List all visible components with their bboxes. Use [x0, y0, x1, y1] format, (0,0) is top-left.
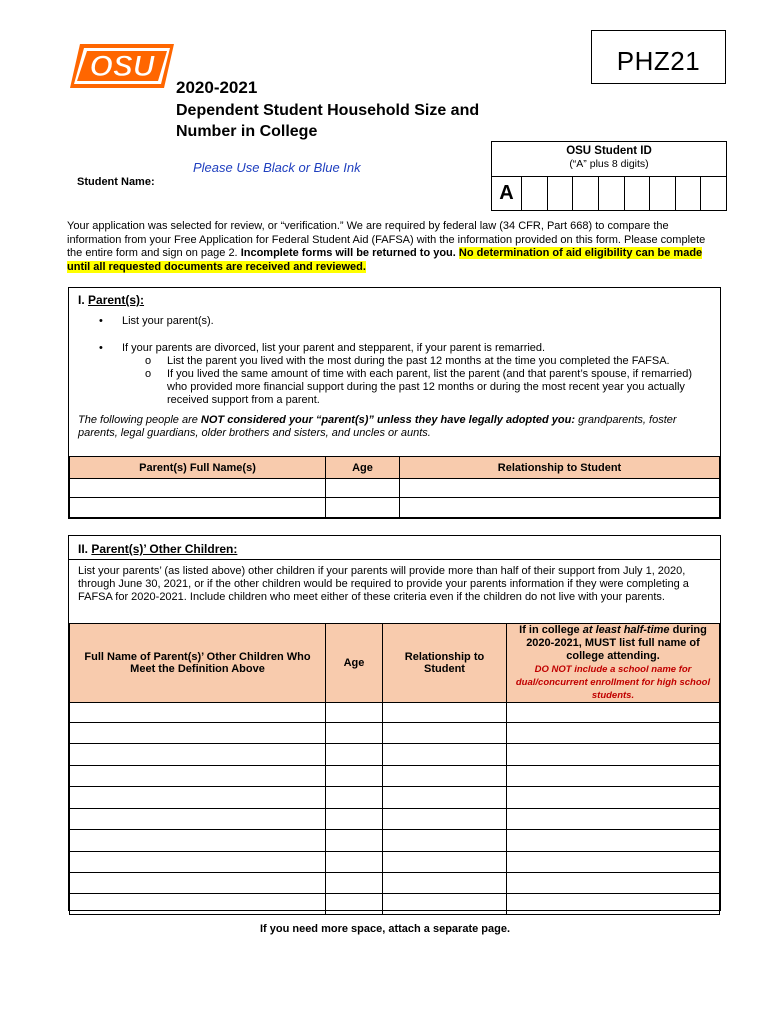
age-cell[interactable]: [326, 894, 383, 915]
child-name-cell[interactable]: [70, 723, 326, 744]
osu-logo-graphic: [66, 38, 178, 94]
age-cell[interactable]: [326, 723, 383, 744]
student-id-digit[interactable]: [522, 177, 548, 210]
child-name-cell[interactable]: [70, 787, 326, 809]
bullet-icon: •: [99, 342, 103, 354]
ink-instruction: Please Use Black or Blue Ink: [193, 160, 361, 175]
relationship-cell[interactable]: [383, 787, 507, 809]
other-children-table: [69, 623, 720, 915]
intro-text: Your application was selected for review, or “verification.” We are required by federal law (34 CFR, Part 668) to compare the information from your Free Application for Federal Student Aid (FAFSA) with the information provided on this form. Please complete the entire form and sign on page 2.: [67, 220, 706, 259]
table-row: [70, 787, 720, 809]
child-name-cell[interactable]: [70, 830, 326, 852]
form-code-box: PHZ21: [591, 30, 726, 84]
col-header-college: [507, 624, 720, 703]
bullet-icon: •: [99, 315, 103, 327]
note-text: The following people are: [78, 414, 198, 426]
college-cell[interactable]: [507, 809, 720, 830]
section-parents: [68, 287, 721, 519]
col-header-name: Parent(s) Full Name(s): [70, 457, 326, 479]
relationship-cell[interactable]: [400, 479, 720, 498]
student-id-digit[interactable]: [599, 177, 625, 210]
student-name-label: Student Name:: [77, 176, 155, 188]
college-cell[interactable]: [507, 787, 720, 809]
section-other-children-heading: [69, 536, 720, 560]
parent-definition-note: [78, 414, 713, 440]
name-cell[interactable]: [70, 479, 326, 498]
table-row: [70, 852, 720, 873]
college-cell[interactable]: [507, 830, 720, 852]
age-cell[interactable]: [326, 479, 400, 498]
child-name-cell[interactable]: [70, 766, 326, 787]
bullet-item: If your parents are divorced, list your parent and stepparent, if your parent is remarried.: [122, 342, 546, 354]
relationship-cell[interactable]: [383, 766, 507, 787]
age-cell[interactable]: [326, 787, 383, 809]
child-name-cell[interactable]: [70, 852, 326, 873]
col-header-relationship: Relationship to Student: [383, 624, 507, 703]
name-cell[interactable]: [70, 498, 326, 518]
child-name-cell[interactable]: [70, 809, 326, 830]
student-id-hint: (“A” plus 8 digits): [569, 158, 649, 170]
parents-table: [69, 456, 720, 518]
note-text: grandparents, foster parents, legal guardians, older brothers and sisters, and uncles or aunts.: [78, 414, 677, 439]
student-id-digit[interactable]: [625, 177, 651, 210]
age-cell[interactable]: [326, 744, 383, 766]
section-parents-heading: [69, 288, 720, 307]
relationship-cell[interactable]: [400, 498, 720, 518]
college-header-emphasis: at least half-time: [582, 624, 670, 636]
age-cell[interactable]: [326, 498, 400, 518]
sub-bullet-icon: o: [145, 355, 152, 367]
college-cell[interactable]: [507, 852, 720, 873]
col-header-age: Age: [326, 624, 383, 703]
student-id-header: [491, 141, 727, 177]
section-other-children: [68, 535, 721, 911]
child-name-cell[interactable]: [70, 703, 326, 723]
sub-bullet-text: If you lived the same amount of time with each parent, list the parent (and that parent’s spouse, if remarried) who provided more financial support during the past 12 months or during the most recent year you actually received support from a parent.: [167, 368, 693, 406]
table-row: [70, 766, 720, 787]
relationship-cell[interactable]: [383, 744, 507, 766]
col-header-age: Age: [326, 457, 400, 479]
age-cell[interactable]: [326, 852, 383, 873]
child-name-cell[interactable]: [70, 894, 326, 915]
relationship-cell[interactable]: [383, 703, 507, 723]
table-row: [70, 830, 720, 852]
section-title: Parent(s):: [88, 293, 145, 307]
relationship-cell[interactable]: [383, 830, 507, 852]
college-cell[interactable]: [507, 744, 720, 766]
student-id-digit[interactable]: [701, 177, 726, 210]
col-header-child-name: Full Name of Parent(s)’ Other Children Who Meet the Definition Above: [70, 624, 326, 703]
college-cell[interactable]: [507, 873, 720, 894]
sub-bullet-icon: o: [145, 368, 152, 380]
osu-logo-text: OSU: [89, 50, 155, 83]
intro-highlight: No determination of aid eligibility can be made until all requested documents are received and reviewed.: [67, 247, 703, 273]
college-cell[interactable]: [507, 894, 720, 915]
table-row: [70, 809, 720, 830]
intro-bold: Incomplete forms will be returned to you.: [240, 247, 456, 259]
sub-bullet-text: List the parent you lived with the most during the past 12 months at the time you completed the FAFSA.: [167, 355, 670, 367]
table-row: [70, 723, 720, 744]
age-cell[interactable]: [326, 873, 383, 894]
relationship-cell[interactable]: [383, 723, 507, 744]
form-title-line1: Dependent Student Household Size and: [176, 102, 480, 119]
other-children-instructions: List your parents’ (as listed above) other children if your parents will provide more than half of their support from July 1, 2020, through June 30, 2021, or if the other children would be required to provide your parents information if they were completing a FAFSA for 2020-2021. Include children who meet either of these criteria even if the children do not live with your parents.: [78, 565, 689, 603]
college-header-text: during 2020-2021, MUST list full name of college attending.: [526, 624, 707, 662]
intro-paragraph: [67, 220, 707, 274]
section-title: Parent(s)’ Other Children:: [91, 542, 238, 556]
student-id-digit[interactable]: [548, 177, 574, 210]
student-id-label: OSU Student ID: [566, 145, 652, 157]
relationship-cell[interactable]: [383, 852, 507, 873]
college-header-note: DO NOT include a school name for dual/concurrent enrollment for high school students.: [515, 664, 711, 701]
form-year: 2020-2021: [176, 78, 258, 97]
student-id-digit[interactable]: [573, 177, 599, 210]
student-id-digit[interactable]: [650, 177, 676, 210]
table-row: [70, 479, 720, 498]
form-title: [176, 100, 536, 142]
osu-logo: [66, 38, 178, 94]
relationship-cell[interactable]: [383, 809, 507, 830]
child-name-cell[interactable]: [70, 744, 326, 766]
table-row: [70, 498, 720, 518]
table-row: [70, 873, 720, 894]
college-header-text: If in college: [519, 624, 580, 636]
age-cell[interactable]: [326, 766, 383, 787]
table-row: [70, 744, 720, 766]
student-id-digit[interactable]: [676, 177, 702, 210]
age-cell[interactable]: [326, 830, 383, 852]
relationship-cell[interactable]: [383, 873, 507, 894]
section-number: II.: [78, 542, 89, 556]
note-bold: NOT considered your “parent(s)” unless they have legally adopted you:: [200, 414, 576, 426]
college-cell[interactable]: [507, 723, 720, 744]
relationship-cell[interactable]: [383, 894, 507, 915]
form-title-line2: Number in College: [176, 123, 318, 140]
college-cell[interactable]: [507, 703, 720, 723]
college-cell[interactable]: [507, 766, 720, 787]
col-header-relationship: Relationship to Student: [400, 457, 720, 479]
section-number: I.: [78, 293, 85, 307]
age-cell[interactable]: [326, 809, 383, 830]
table-row: [70, 894, 720, 915]
bullet-item: List your parent(s).: [122, 315, 214, 327]
child-name-cell[interactable]: [70, 873, 326, 894]
more-space-note: If you need more space, attach a separate page.: [259, 923, 511, 935]
age-cell[interactable]: [326, 703, 383, 723]
student-id-prefix: A: [492, 177, 522, 210]
student-id-field[interactable]: [491, 176, 727, 211]
table-row: [70, 703, 720, 723]
